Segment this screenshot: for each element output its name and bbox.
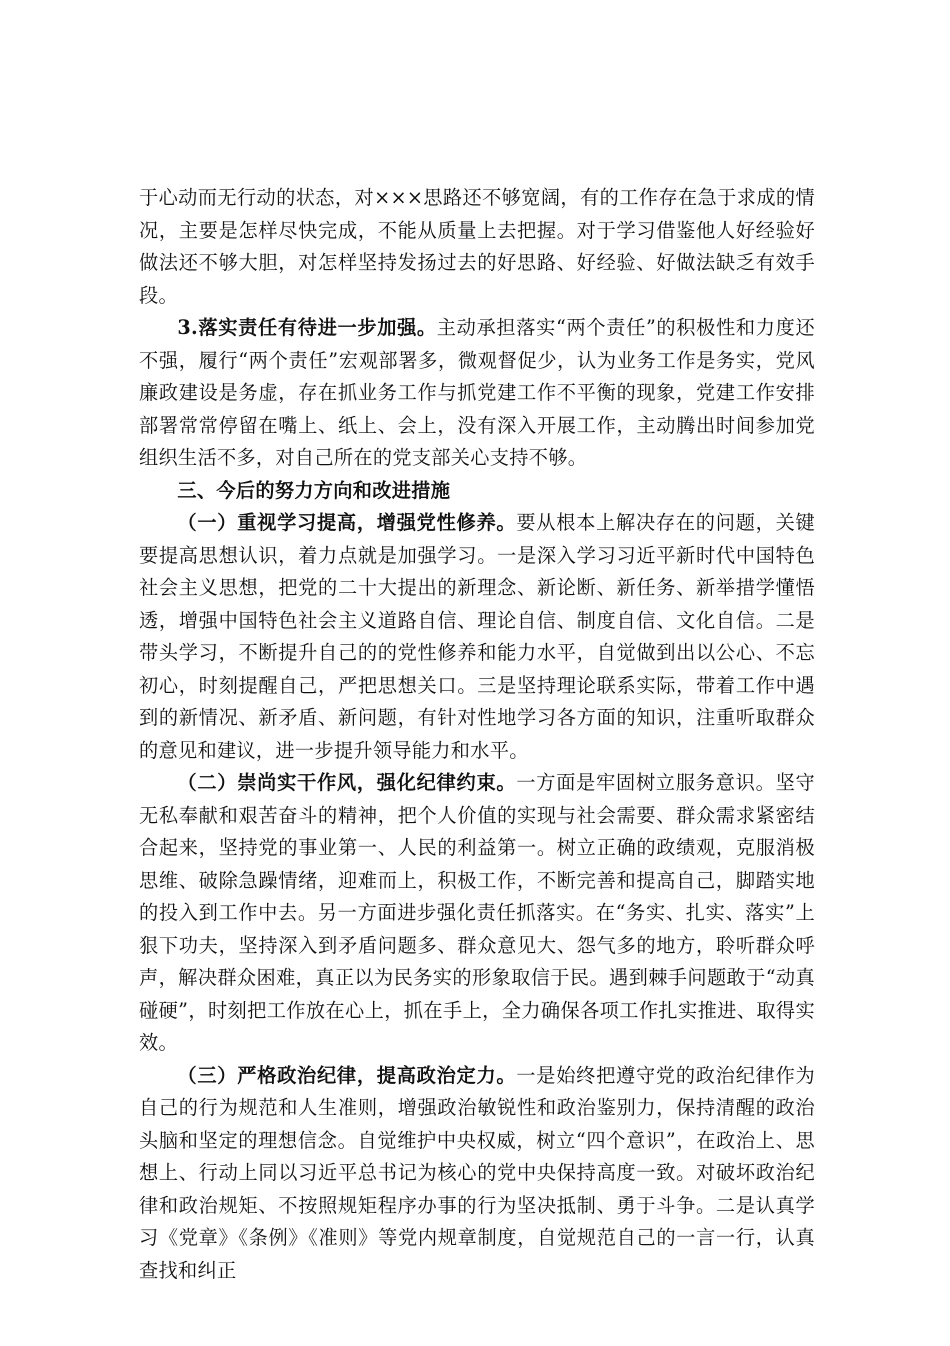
paragraph-text: 于心动而无行动的状态，对×××思路还不够宽阔，有的工作存在急于求成的情况，主要是怎样尽快完成，不能从质量上去把握。对于学习借鉴他人好经验好做法还不够大胆，对怎样坚持发扬过去的好思路、好经验、好做法缺乏有效手段。 [139,186,815,307]
paragraph-lead: （一）重视学习提高，增强党性修养。 [177,511,517,534]
paragraph-continuation [139,182,815,312]
paragraph-lead: （二）崇尚实干作风，强化纪律约束。 [177,771,517,794]
paragraph-lead: 3.落实责任有待进一步加强。 [177,316,437,339]
paragraph-item-3 [139,312,815,475]
paragraph-text: 一是始终把遵守党的政治纪律作为自己的行为规范和人生准则，增强政治敏锐性和政治鉴别力，保持清醒的政治头脑和坚定的理想信念。自觉维护中央权威，树立“四个意识”，在政治上、思想上、行动上同以习近平总书记为核心的党中央保持高度一致。对破坏政治纪律和政治规矩、不按照规矩程序办事的行为坚决抵制、勇于斗争。二是认真学习《党章》《条例》《准则》等党内规章制度，自觉规范自己的一言一行，认真查找和纠正 [139,1063,815,1282]
paragraph-measure-3 [139,1060,815,1288]
paragraph-text: 一方面是牢固树立服务意识。坚守无私奉献和艰苦奋斗的精神，把个人价值的实现与社会需要、群众需求紧密结合起来，坚持党的事业第一、人民的利益第一。树立正确的政绩观，克服消极思维、破除急躁情绪，迎难而上，积极工作，不断完善和提高自己，脚踏实地的投入到工作中去。另一方面进步强化责任抓落实。在“务实、扎实、落实”上狠下功夫，坚持深入到矛盾问题多、群众意见大、怨气多的地方，聆听群众呼声，解决群众困难，真正以为民务实的形象取信于民。遇到棘手问题敢于“动真碰硬”，时刻把工作放在心上，抓在手上，全力确保各项工作扎实推进、取得实效。 [139,771,815,1054]
paragraph-text: 主动承担落实“两个责任”的积极性和力度还不强，履行“两个责任”宏观部署多，微观督促少，认为业务工作是务实，党风廉政建设是务虚，存在抓业务工作与抓党建工作不平衡的现象，党建工作安排部署常常停留在嘴上、纸上、会上，没有深入开展工作，主动腾出时间参加党组织生活不多，对自己所在的党支部关心支持不够。 [139,316,815,469]
paragraph-text: 要从根本上解决存在的问题，关键要提高思想认识，着力点就是加强学习。一是深入学习习近平新时代中国特色社会主义思想，把党的二十大提出的新理念、新论断、新任务、新举措学懂悟透，增强中国特色社会主义道路自信、理论自信、制度自信、文化自信。二是带头学习，不断提升自己的的党性修养和能力水平，自觉做到出以公心、不忘初心，时刻提醒自己，严把思想关口。三是坚持理论联系实际，带着工作中遇到的新情况、新矛盾、新问题，有针对性地学习各方面的知识，注重听取群众的意见和建议，进一步提升领导能力和水平。 [139,511,815,762]
document-page [139,182,815,1287]
section-heading: 三、今后的努力方向和改进措施 [177,478,451,502]
paragraph-measure-2 [139,767,815,1060]
paragraph-measure-1 [139,507,815,767]
paragraph-lead: （三）严格政治纪律，提高政治定力。 [177,1063,517,1087]
